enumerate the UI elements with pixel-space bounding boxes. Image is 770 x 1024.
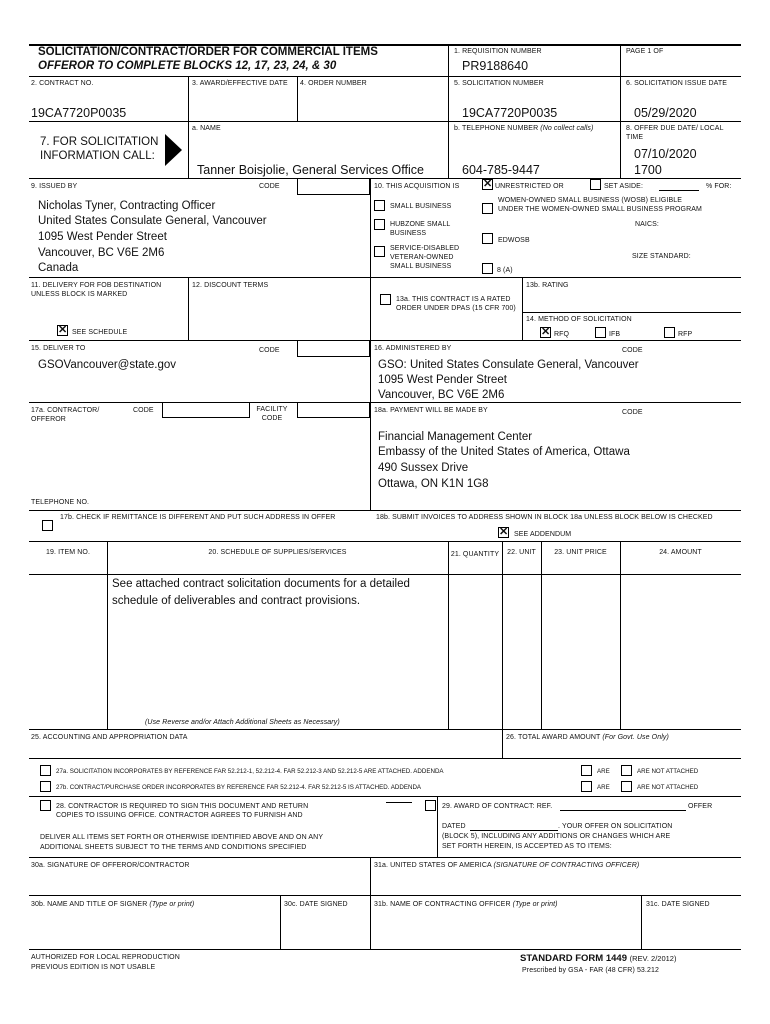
clause-28: 28. CONTRACTOR IS REQUIRED TO SIGN THIS DOCUMENT AND RETURN xyxy=(56,803,309,810)
award-checkbox[interactable] xyxy=(425,800,436,811)
payment-line: Financial Management Center xyxy=(378,431,533,443)
see-schedule-checkbox[interactable] xyxy=(57,325,68,336)
usa-signature-note: (SIGNATURE OF CONTRACTING OFFICER) xyxy=(493,862,640,869)
27b-are-not-checkbox[interactable] xyxy=(621,781,632,792)
award-label: 29. AWARD OF CONTRACT: REF. xyxy=(442,803,553,810)
incorporates-27b-checkbox[interactable] xyxy=(40,781,51,792)
rule xyxy=(29,857,741,858)
rule xyxy=(29,510,741,511)
rule xyxy=(29,541,741,542)
method-label: 14. METHOD OF SOLICITATION xyxy=(526,316,632,323)
remittance-label: 17b. CHECK IF REMITTANCE IS DIFFERENT AND PUT SUCH ADDRESS IN OFFER xyxy=(60,514,336,521)
col-divider xyxy=(448,44,449,178)
invoice-label: 18b. SUBMIT INVOICES TO ADDRESS SHOWN IN BLOCK 18a UNLESS BLOCK BELOW IS CHECKED xyxy=(376,514,713,521)
clause-28: DELIVER ALL ITEMS SET FORTH OR OTHERWISE IDENTIFIED ABOVE AND ON ANY xyxy=(40,834,324,841)
col-divider xyxy=(188,76,189,178)
rule xyxy=(29,574,741,575)
col-divider xyxy=(448,541,449,729)
dated-line xyxy=(470,830,558,831)
code-label: CODE xyxy=(259,183,280,190)
quantity-header: 21. QUANTITY xyxy=(450,551,500,558)
discount-terms-label: 12. DISCOUNT TERMS xyxy=(192,282,269,289)
rule xyxy=(29,758,741,759)
rule xyxy=(29,178,741,179)
clause-28: COPIES TO ISSUING OFFICE. CONTRACTOR AGREES TO FURNISH AND xyxy=(56,812,303,819)
deliver-code-label: CODE xyxy=(259,347,280,354)
order-number-label: 4. ORDER NUMBER xyxy=(300,80,367,87)
rule xyxy=(29,796,741,797)
offeror-date-label: 30c. DATE SIGNED xyxy=(284,901,348,908)
rule xyxy=(522,312,741,313)
col-divider xyxy=(522,277,523,340)
hubzone-checkbox[interactable] xyxy=(374,219,385,230)
rule xyxy=(29,729,741,730)
rated-order-label: 13a. THIS CONTRACT IS A RATED ORDER UNDER DPAS (15 CFR 700) xyxy=(396,296,516,312)
facility-code-field[interactable] xyxy=(297,402,370,418)
schedule-text: schedule of deliverables and contract provisions. xyxy=(112,595,361,607)
name-label: a. NAME xyxy=(192,125,221,132)
27a-are-not-label: ARE NOT ATTACHED xyxy=(637,768,699,775)
27b-are-not-label: ARE NOT ATTACHED xyxy=(637,784,699,791)
admin-code-label: CODE xyxy=(622,347,643,354)
issuer-line: Nicholas Tyner, Contracting Officer xyxy=(38,200,216,212)
co-name-label: 31b. NAME OF CONTRACTING OFFICER xyxy=(374,901,511,908)
ifb-checkbox[interactable] xyxy=(595,327,606,338)
unit-price-header: 23. UNIT PRICE xyxy=(554,549,607,556)
phone-value: 604-785-9447 xyxy=(462,163,540,177)
co-date-label: 31c. DATE SIGNED xyxy=(646,901,710,908)
admin-line: 1095 West Pender Street xyxy=(378,374,507,386)
eight-a-label: 8 (A) xyxy=(497,267,513,274)
payment-line: Embassy of the United States of America, Ottawa xyxy=(378,446,630,458)
deliver-code-field[interactable] xyxy=(297,340,370,357)
arrow-right-icon xyxy=(165,134,182,166)
naics-label: NAICS: xyxy=(635,221,659,228)
rule xyxy=(29,402,741,403)
due-time-value: 1700 xyxy=(634,163,662,177)
eight-a-checkbox[interactable] xyxy=(482,263,493,274)
award-text: . YOUR OFFER ON SOLICITATION xyxy=(558,823,673,830)
set-aside-percent-line xyxy=(659,190,699,191)
payment-label: 18a. PAYMENT WILL BE MADE BY xyxy=(374,407,488,414)
due-date-value: 07/10/2020 xyxy=(634,147,697,161)
form-name: STANDARD FORM 1449 xyxy=(520,953,627,964)
delivery-label: 11. DELIVERY FOR FOB DESTINATION UNLESS BLOCK IS MARKED xyxy=(31,282,162,298)
wosb-checkbox[interactable] xyxy=(482,203,493,214)
deliver-to-value: GSOVancouver@state.gov xyxy=(38,359,177,371)
see-addendum-checkbox[interactable] xyxy=(498,527,509,538)
col-divider xyxy=(502,541,503,758)
rfq-label: RFQ xyxy=(554,331,570,338)
copies-count-line[interactable] xyxy=(386,802,412,803)
footer-note: AUTHORIZED FOR LOCAL REPRODUCTION xyxy=(31,954,180,961)
footer-note: PREVIOUS EDITION IS NOT USABLE xyxy=(31,964,156,971)
rating-label: 13b. RATING xyxy=(526,282,569,289)
clause-28: ADDITIONAL SHEETS SUBJECT TO THE TERMS AND CONDITIONS SPECIFIED xyxy=(40,844,307,851)
col-divider xyxy=(107,541,108,729)
set-aside-checkbox[interactable] xyxy=(590,179,601,190)
col-divider xyxy=(437,796,438,857)
rule xyxy=(29,949,741,950)
sdvosb-label: SERVICE-DISABLED VETERAN-OWNED SMALL BUSINESS xyxy=(390,245,460,270)
ifb-label: IFB xyxy=(609,331,621,338)
contact-name: Tanner Boisjolie, General Services Office xyxy=(197,163,424,177)
payment-line: Ottawa, ON K1N 1G8 xyxy=(378,478,489,490)
prescribed-by: Prescribed by GSA - FAR (48 CFR) 53.212 xyxy=(522,967,659,974)
form-title: SOLICITATION/CONTRACT/ORDER FOR COMMERCIAL ITEMS xyxy=(38,46,378,58)
item-no-header: 19. ITEM NO. xyxy=(46,549,90,556)
telephone-label: TELEPHONE NO. xyxy=(31,499,90,506)
schedule-header: 20. SCHEDULE OF SUPPLIES/SERVICES xyxy=(208,549,347,556)
schedule-text: See attached contract solicitation documents for a detailed xyxy=(112,578,410,590)
small-business-label: SMALL BUSINESS xyxy=(390,203,452,210)
see-addendum-label: SEE ADDENDUM xyxy=(514,531,572,538)
award-text: SET FORTH HEREIN, IS ACCEPTED AS TO ITEMS: xyxy=(442,843,612,850)
deliver-to-label: 15. DELIVER TO xyxy=(31,345,86,352)
issued-by-code-field[interactable] xyxy=(297,178,370,195)
size-standard-label: SIZE STANDARD: xyxy=(632,253,691,260)
contractor-required-checkbox[interactable] xyxy=(40,800,51,811)
col-divider xyxy=(280,895,281,949)
sdvosb-checkbox[interactable] xyxy=(374,246,385,257)
remittance-checkbox[interactable] xyxy=(42,520,53,531)
contract-no-label: 2. CONTRACT NO. xyxy=(31,80,94,87)
incorporates-27a-checkbox[interactable] xyxy=(40,765,51,776)
see-schedule-label: SEE SCHEDULE xyxy=(72,329,128,336)
rfq-checkbox[interactable] xyxy=(540,327,551,338)
facility-code-label: FACILITY CODE xyxy=(256,406,288,422)
signer-name-label: 30b. NAME AND TITLE OF SIGNER xyxy=(31,901,148,908)
clause-27b: 27b. CONTRACT/PURCHASE ORDER INCORPORATES BY REFERENCE FAR 52.212-4. FAR 52.212-5 IS ATTACHED. ADDENDA xyxy=(56,784,422,791)
payment-code-label: CODE xyxy=(622,409,643,416)
admin-line: Vancouver, BC V6E 2M6 xyxy=(378,389,505,401)
clause-27a: 27a. SOLICITATION INCORPORATES BY REFERENCE FAR 52.212-1, 52.212-4. FAR 52.212-3 AND 52.212-5 ARE ATTACHED. ADDENDA xyxy=(56,768,444,775)
rfp-label: RFP xyxy=(678,331,693,338)
form-revision: (REV. 2/2012) xyxy=(629,954,677,963)
contractor-label: 17a. CONTRACTOR/ OFFEROR xyxy=(31,407,100,423)
rule xyxy=(29,121,741,122)
rfp-checkbox[interactable] xyxy=(664,327,675,338)
rated-order-checkbox[interactable] xyxy=(380,294,391,305)
form-subtitle: OFFEROR TO COMPLETE BLOCKS 12, 17, 23, 24, & 30 xyxy=(38,60,337,72)
col-divider xyxy=(641,895,642,949)
co-name-note: (Type or print) xyxy=(512,901,558,908)
27a-are-checkbox[interactable] xyxy=(581,765,592,776)
issuer-line: United States Consulate General, Vancouver xyxy=(38,215,267,227)
accounting-label: 25. ACCOUNTING AND APPROPRIATION DATA xyxy=(31,734,188,741)
rule xyxy=(29,277,741,278)
unrestricted-label: UNRESTRICTED OR xyxy=(495,183,564,190)
award-date-label: 3. AWARD/EFFECTIVE DATE xyxy=(192,80,288,87)
award-offer-label: OFFER xyxy=(688,803,713,810)
solicitation-number-label: 5. SOLICITATION NUMBER xyxy=(454,80,544,87)
admin-line: GSO: United States Consulate General, Vancouver xyxy=(378,359,639,371)
set-aside-label: SET ASIDE: xyxy=(604,183,643,190)
usa-signature-label: 31a. UNITED STATES OF AMERICA xyxy=(374,862,492,869)
rule xyxy=(29,340,741,341)
col-divider xyxy=(370,857,371,949)
rule xyxy=(29,895,741,896)
col-divider xyxy=(620,44,621,178)
award-text: (BLOCK 5), INCLUDING ANY ADDITIONS OR CHANGES WHICH ARE xyxy=(442,833,671,840)
hubzone-label: HUBZONE SMALL BUSINESS xyxy=(390,221,451,237)
27b-are-label: ARE xyxy=(597,784,610,791)
page-label: PAGE 1 OF xyxy=(626,48,664,55)
issue-date-value: 05/29/2020 xyxy=(634,106,697,120)
wosb-label: WOMEN-OWNED SMALL BUSINESS (WOSB) ELIGIBLE UNDER THE WOMEN-OWNED SMALL BUSINESS PROGRAM xyxy=(498,197,702,213)
requisition-value: PR9188640 xyxy=(462,59,529,73)
col-divider xyxy=(188,277,189,340)
administered-by-label: 16. ADMINISTERED BY xyxy=(374,345,452,352)
due-date-label: 8. OFFER DUE DATE/ LOCAL TIME xyxy=(626,125,724,141)
col-divider xyxy=(370,178,371,510)
phone-note: (No collect calls) xyxy=(540,125,594,132)
col-divider xyxy=(541,541,542,729)
col-divider xyxy=(297,76,298,121)
issuer-line: Canada xyxy=(38,262,79,274)
call-label: 7. FOR SOLICITATION INFORMATION CALL: xyxy=(40,136,159,162)
offer-ref-line xyxy=(560,810,686,811)
solicitation-number-value: 19CA7720P0035 xyxy=(462,106,558,120)
total-award-note: (For Govt. Use Only) xyxy=(602,734,669,741)
col-divider xyxy=(620,541,621,729)
total-award-label: 26. TOTAL AWARD AMOUNT xyxy=(506,734,601,741)
percent-for-label: % FOR: xyxy=(706,183,732,190)
phone-label: b. TELEPHONE NUMBER xyxy=(454,125,539,132)
requisition-label: 1. REQUISITION NUMBER xyxy=(454,48,542,55)
edwosb-checkbox[interactable] xyxy=(482,233,493,244)
reverse-note: (Use Reverse and/or Attach Additional Sheets as Necessary) xyxy=(145,719,340,726)
signer-name-note: (Type or print) xyxy=(149,901,195,908)
issue-date-label: 6. SOLICITATION ISSUE DATE xyxy=(626,80,728,87)
small-business-checkbox[interactable] xyxy=(374,200,385,211)
issuer-line: 1095 West Pender Street xyxy=(38,231,167,243)
edwosb-label: EDWOSB xyxy=(498,237,530,244)
contract-no-value: 19CA7720P0035 xyxy=(31,106,127,120)
27a-are-not-checkbox[interactable] xyxy=(621,765,632,776)
offeror-signature-label: 30a. SIGNATURE OF OFFEROR/CONTRACTOR xyxy=(31,862,190,869)
issued-by-label: 9. ISSUED BY xyxy=(31,183,78,190)
amount-header: 24. AMOUNT xyxy=(659,549,702,556)
unit-header: 22. UNIT xyxy=(507,549,536,556)
contractor-code-label: CODE xyxy=(133,407,154,414)
rule xyxy=(29,76,741,77)
27a-are-label: ARE xyxy=(597,768,610,775)
27b-are-checkbox[interactable] xyxy=(581,781,592,792)
acquisition-label: 10. THIS ACQUISITION IS xyxy=(374,183,460,190)
issuer-line: Vancouver, BC V6E 2M6 xyxy=(38,247,165,259)
payment-line: 490 Sussex Drive xyxy=(378,462,469,474)
contractor-code-field[interactable] xyxy=(162,402,250,418)
unrestricted-checkbox[interactable] xyxy=(482,179,493,190)
award-dated-label: DATED xyxy=(442,823,466,830)
